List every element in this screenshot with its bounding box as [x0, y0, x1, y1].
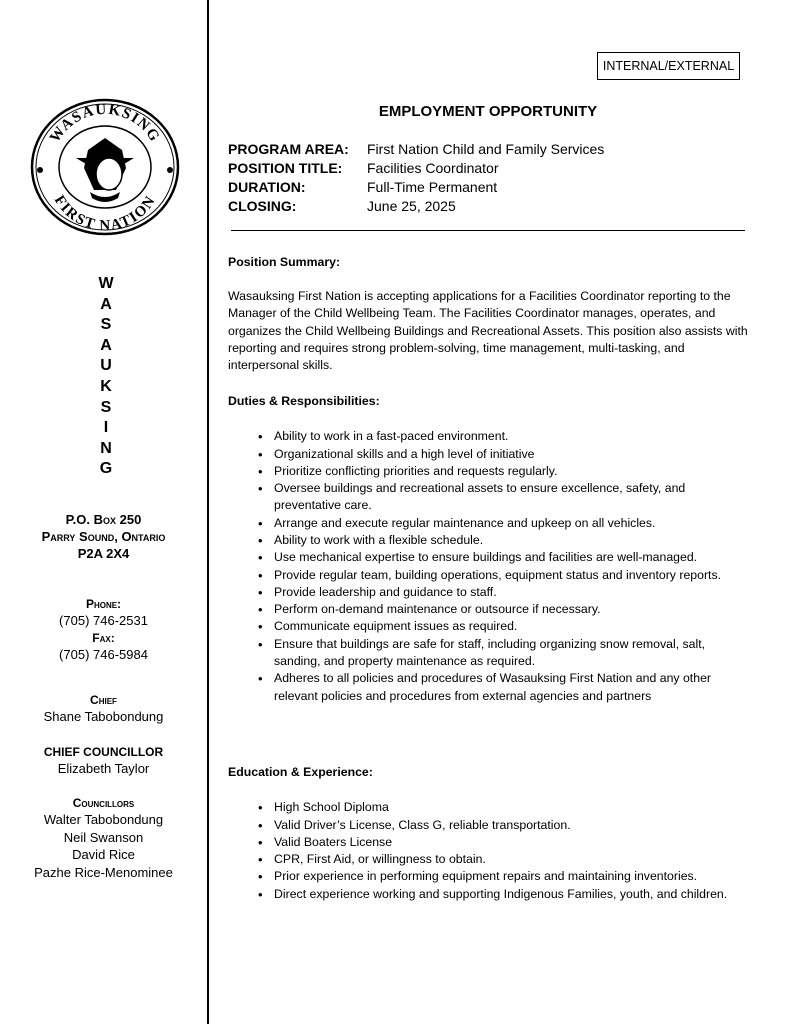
list-item: • Oversee buildings and recreational assets to ensure excellence, safety, and preventative care.	[228, 480, 748, 515]
list-item: • Communicate equipment issues as required.	[228, 618, 748, 635]
address-block	[0, 511, 207, 562]
list-item: • Prioritize conflicting priorities and requests regularly.	[228, 463, 748, 480]
detail-row	[228, 140, 604, 159]
detail-label: CLOSING:	[228, 198, 297, 214]
summary-section	[228, 254, 748, 374]
education-list	[228, 799, 748, 903]
address-line: Parry Sound, Ontario	[41, 529, 166, 544]
education-title: Education & Experience:	[228, 765, 373, 779]
chief-councillor-label: CHIEF COUNCILLOR	[43, 745, 164, 759]
posting-type-badge: INTERNAL/EXTERNAL	[597, 52, 740, 80]
list-item: • Valid Driver’s License, Class G, reliable transportation.	[228, 817, 748, 834]
list-item: • Adheres to all policies and procedures of Wasauksing First Nation and any other relevant policies and procedures from external agencies and partners	[228, 670, 748, 705]
beaver-seal-icon	[30, 98, 180, 236]
councillors-label: Councillors	[72, 796, 135, 810]
vertical-letter: S	[100, 316, 112, 334]
list-item: • Provide regular team, building operations, equipment status and inventory reports.	[228, 567, 748, 584]
list-item: • Ensure that buildings are safe for staff, including organizing snow removal, salt, sanding, and property maintenance as required.	[228, 636, 748, 671]
vertical-letter: K	[100, 377, 112, 395]
sidebar	[0, 0, 209, 1024]
phone-label: Phone:	[85, 597, 122, 611]
summary-title: Position Summary:	[228, 255, 341, 269]
list-item: • High School Diploma	[228, 799, 748, 816]
duties-title: Duties & Responsibilities:	[228, 394, 380, 408]
vertical-letter: S	[100, 398, 112, 416]
vertical-letter: G	[99, 460, 113, 478]
detail-row	[228, 159, 604, 178]
duties-list	[228, 428, 748, 705]
divider	[231, 230, 745, 231]
page-title: EMPLOYMENT OPPORTUNITY	[378, 103, 598, 120]
vertical-name	[94, 274, 118, 480]
list-item: • Perform on-demand maintenance or outsource if necessary.	[228, 601, 748, 618]
detail-value: June 25, 2025	[367, 198, 456, 214]
fax-number: (705) 746-5984	[59, 646, 148, 662]
chief-name: Shane Tabobondung	[43, 709, 164, 724]
list-item: • Valid Boaters License	[228, 834, 748, 851]
duties-section	[228, 393, 748, 705]
list-item: • Arrange and execute regular maintenance and upkeep on all vehicles.	[228, 515, 748, 532]
list-item: • CPR, First Aid, or willingness to obtain.	[228, 851, 748, 868]
councillor-name: Walter Tabobondung	[43, 812, 164, 827]
list-item: • Ability to work with a flexible schedule.	[228, 532, 748, 549]
list-item: • Use mechanical expertise to ensure buildings and facilities are well-managed.	[228, 549, 748, 566]
summary-text: Wasauksing First Nation is accepting applications for a Facilities Coordinator reporting to the Manager of the Child Wellbeing Team. The Facilities Coordinator manages, operates, and organizes the Child Wellbeing Buildings and Recreational Assets. This position also assists with reporting and requires strong problem-solving, time management, multi-tasking, and interpersonal skills.	[228, 289, 748, 373]
contact-block	[0, 596, 207, 663]
detail-value: Facilities Coordinator	[367, 160, 499, 176]
chief-councillor-name: Elizabeth Taylor	[57, 761, 150, 776]
list-item: • Prior experience in performing equipment repairs and maintaining inventories.	[228, 868, 748, 885]
list-item: • Provide leadership and guidance to staff.	[228, 584, 748, 601]
chief-councillor-block	[0, 744, 207, 778]
list-item: • Ability to work in a fast-paced environment.	[228, 428, 748, 445]
detail-label: DURATION:	[228, 179, 306, 195]
list-item: • Direct experience working and supporting Indigenous Families, youth, and children.	[228, 886, 748, 903]
education-section	[228, 764, 748, 903]
seal-top-text: WASAUKSING	[47, 101, 163, 146]
position-details	[228, 140, 604, 216]
detail-value: First Nation Child and Family Services	[367, 141, 605, 157]
vertical-letter: A	[100, 295, 112, 313]
phone-number: (705) 746-2531	[59, 613, 148, 628]
councillor-name: Pazhe Rice-Menominee	[34, 864, 173, 880]
address-line: P2A 2X4	[77, 546, 130, 561]
vertical-letter: U	[100, 357, 112, 375]
detail-row	[228, 178, 604, 197]
address-line: P.O. Box 250	[65, 512, 142, 527]
chief-label: Chief	[90, 693, 117, 707]
vertical-letter: N	[100, 439, 112, 457]
detail-label: POSITION TITLE:	[228, 160, 343, 176]
list-item: • Organizational skills and a high level of initiative	[228, 446, 748, 463]
detail-label: PROGRAM AREA:	[228, 141, 349, 157]
councillors-block	[0, 795, 207, 881]
vertical-letter: W	[98, 275, 114, 292]
detail-row	[228, 197, 604, 216]
councillor-name: David Rice	[72, 847, 135, 862]
detail-value: Full-Time Permanent	[367, 179, 498, 195]
fax-label: Fax:	[92, 630, 115, 645]
vertical-letter: A	[100, 336, 112, 354]
councillor-name: Neil Swanson	[63, 829, 144, 845]
vertical-letter: I	[103, 419, 109, 437]
seal-bottom-text: FIRST NATION	[50, 192, 160, 235]
chief-block	[0, 692, 207, 726]
